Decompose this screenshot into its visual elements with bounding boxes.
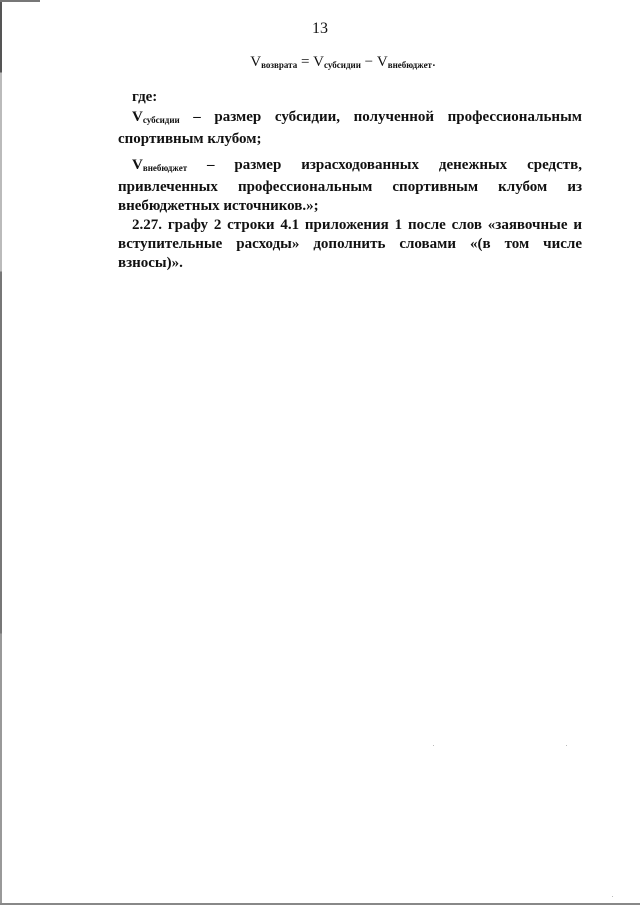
page-number: 13 xyxy=(312,20,328,37)
formula-sub-1: возврата xyxy=(261,60,298,70)
scan-speck xyxy=(433,745,434,746)
definition-offbudget-sub: внебюджет xyxy=(142,163,188,173)
definition-subsidy xyxy=(118,108,582,149)
where-label: где: xyxy=(132,89,158,105)
definition-offbudget-var: V xyxy=(132,157,143,173)
formula-sub-2: субсидии xyxy=(324,60,361,70)
definition-offbudget-text: – размер израсходованных денежных средств, привлеченных профессиональным спортивным клубом из внебюджетных источников.»; xyxy=(118,157,582,214)
formula-end: . xyxy=(431,54,436,70)
formula-var-1: V xyxy=(250,54,262,70)
definition-subsidy-sub: субсидии xyxy=(142,115,180,125)
scan-edge-top xyxy=(0,0,40,2)
document-body xyxy=(118,88,582,273)
item-2-27: 2.27. графу 2 строки 4.1 приложения 1 после слов «заявочные и вступительные расходы» дополнить словами «(в том числе взносы)». xyxy=(118,217,582,271)
formula-equals: = xyxy=(297,54,314,70)
formula-sub-3: внебюджет xyxy=(387,60,432,70)
formula xyxy=(0,54,640,71)
scan-speck xyxy=(612,896,613,897)
definition-subsidy-var: V xyxy=(132,109,143,125)
scan-edge-left xyxy=(0,0,2,905)
formula-minus: − xyxy=(360,54,377,70)
scan-speck xyxy=(566,745,567,746)
formula-var-3: V xyxy=(376,54,388,70)
definition-offbudget xyxy=(118,156,582,216)
formula-var-2: V xyxy=(313,54,325,70)
definition-subsidy-text: – размер субсидии, полученной профессиональным спортивным клубом; xyxy=(118,109,582,147)
